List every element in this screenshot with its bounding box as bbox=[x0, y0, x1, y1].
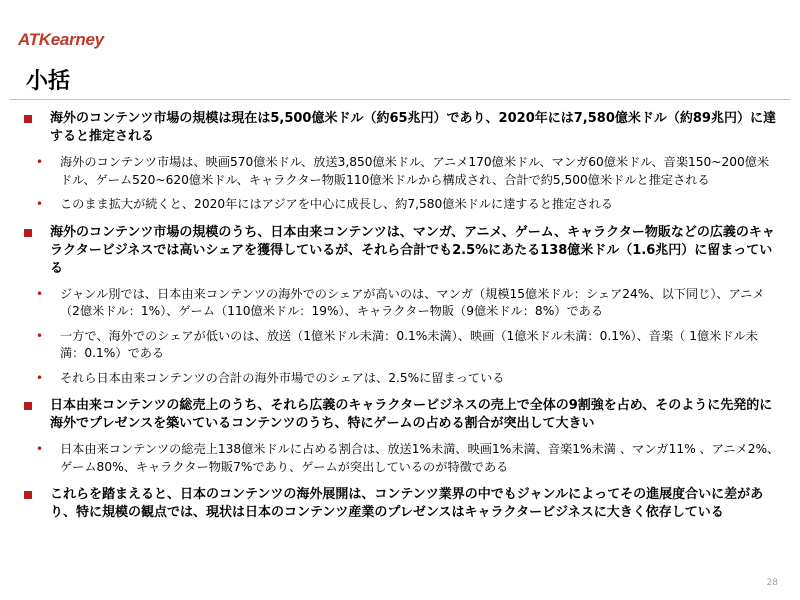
sub-point bbox=[20, 328, 780, 363]
main-point-3 bbox=[20, 397, 780, 433]
main-point-text: 海外のコンテンツ市場の規模のうち、日本由来コンテンツは、マンガ、アニメ、ゲーム、キャラクター物販などの広義のキャラクタービジネスでは高いシェアを獲得しているが、それら合計でも2.5%にあたる138億米ドル（1.6兆円）に留まっている bbox=[50, 224, 775, 276]
bullet-dot-icon: • bbox=[36, 442, 44, 456]
square-bullet-icon bbox=[24, 115, 32, 123]
bullet-dot-icon: • bbox=[36, 370, 44, 385]
sub-point-text: 海外のコンテンツ市場は、映画570億米ドル、放送3,850億米ドル、アニメ170億米ドル、マンガ60億米ドル、音楽150~200億米ドル、ゲーム520~620億米ドル、キャラクター物販110億米ドルから構成され、合計で約5,500億米ドルと推定される bbox=[60, 155, 770, 187]
bullet-dot-icon: • bbox=[36, 328, 44, 343]
main-point-text: 海外のコンテンツ市場の規模は現在は5,500億米ドル（約65兆円）であり、2020年には7,580億米ドル（約89兆円）に達すると推定される bbox=[50, 111, 776, 144]
summary-content bbox=[20, 110, 780, 530]
square-bullet-icon bbox=[24, 491, 32, 499]
sub-point bbox=[20, 196, 780, 214]
page-number: 28 bbox=[766, 578, 778, 588]
square-bullet-icon bbox=[24, 402, 32, 410]
sub-point-text: このまま拡大が続くと、2020年にはアジアを中心に成長し、約7,580億米ドルに達すると推定される bbox=[60, 197, 613, 211]
main-point-text: これらを踏まえると、日本のコンテンツの海外展開は、コンテンツ業界の中でもジャンルによってその進展度合いに差があり、特に規模の観点では、現状は日本のコンテンツ産業のプレゼンスはキャラクタービジネスに大きく依存している bbox=[50, 487, 764, 520]
bullet-dot-icon: • bbox=[36, 286, 44, 301]
sub-point bbox=[20, 441, 780, 476]
page-title: 小括 bbox=[26, 69, 71, 94]
sub-point-text: 日本由来コンテンツの総売上138億米ドルに占める割合は、放送1%未満、映画1%未満、音楽1%未満 、マンガ11% 、アニメ2%、ゲーム80%、キャラクター物販7%であり、ゲームが突出しているのが特徴である bbox=[60, 442, 780, 474]
sub-point-text: それら日本由来コンテンツの合計の海外市場でのシェアは、2.5%に留まっている bbox=[60, 370, 505, 385]
company-logo: ATKearney bbox=[18, 30, 104, 49]
sub-point-text: ジャンル別では、日本由来コンテンツの海外でのシェアが高いのは、マンガ（規模15億米ドル：シェア24%、以下同じ）、アニメ（2億米ドル：1%）、ゲーム（110億米ドル：19%）、キャラクター物販（9億米ドル：8%）である bbox=[60, 286, 765, 318]
main-point-text: 日本由来コンテンツの総売上のうち、それら広義のキャラクタービジネスの売上で全体の9割強を占め、そのように先発的に海外でプレゼンスを築いているコンテンツのうち、特にゲームの占める割合が突出して大きい bbox=[50, 398, 773, 431]
sub-point bbox=[20, 154, 780, 189]
sub-point bbox=[20, 286, 780, 321]
main-point-4 bbox=[20, 486, 780, 522]
sub-point-text: 一方で、海外でのシェアが低いのは、放送（1億米ドル未満：0.1%未満）、映画（1億米ドル未満：0.1%）、音楽（ 1億米ドル未満：0.1%）である bbox=[60, 328, 758, 360]
bullet-dot-icon: • bbox=[36, 155, 44, 169]
main-point-2 bbox=[20, 224, 780, 278]
bullet-dot-icon: • bbox=[36, 197, 44, 211]
title-divider bbox=[10, 99, 790, 100]
sub-point bbox=[20, 370, 780, 388]
main-point-1 bbox=[20, 110, 780, 146]
square-bullet-icon bbox=[24, 229, 32, 237]
